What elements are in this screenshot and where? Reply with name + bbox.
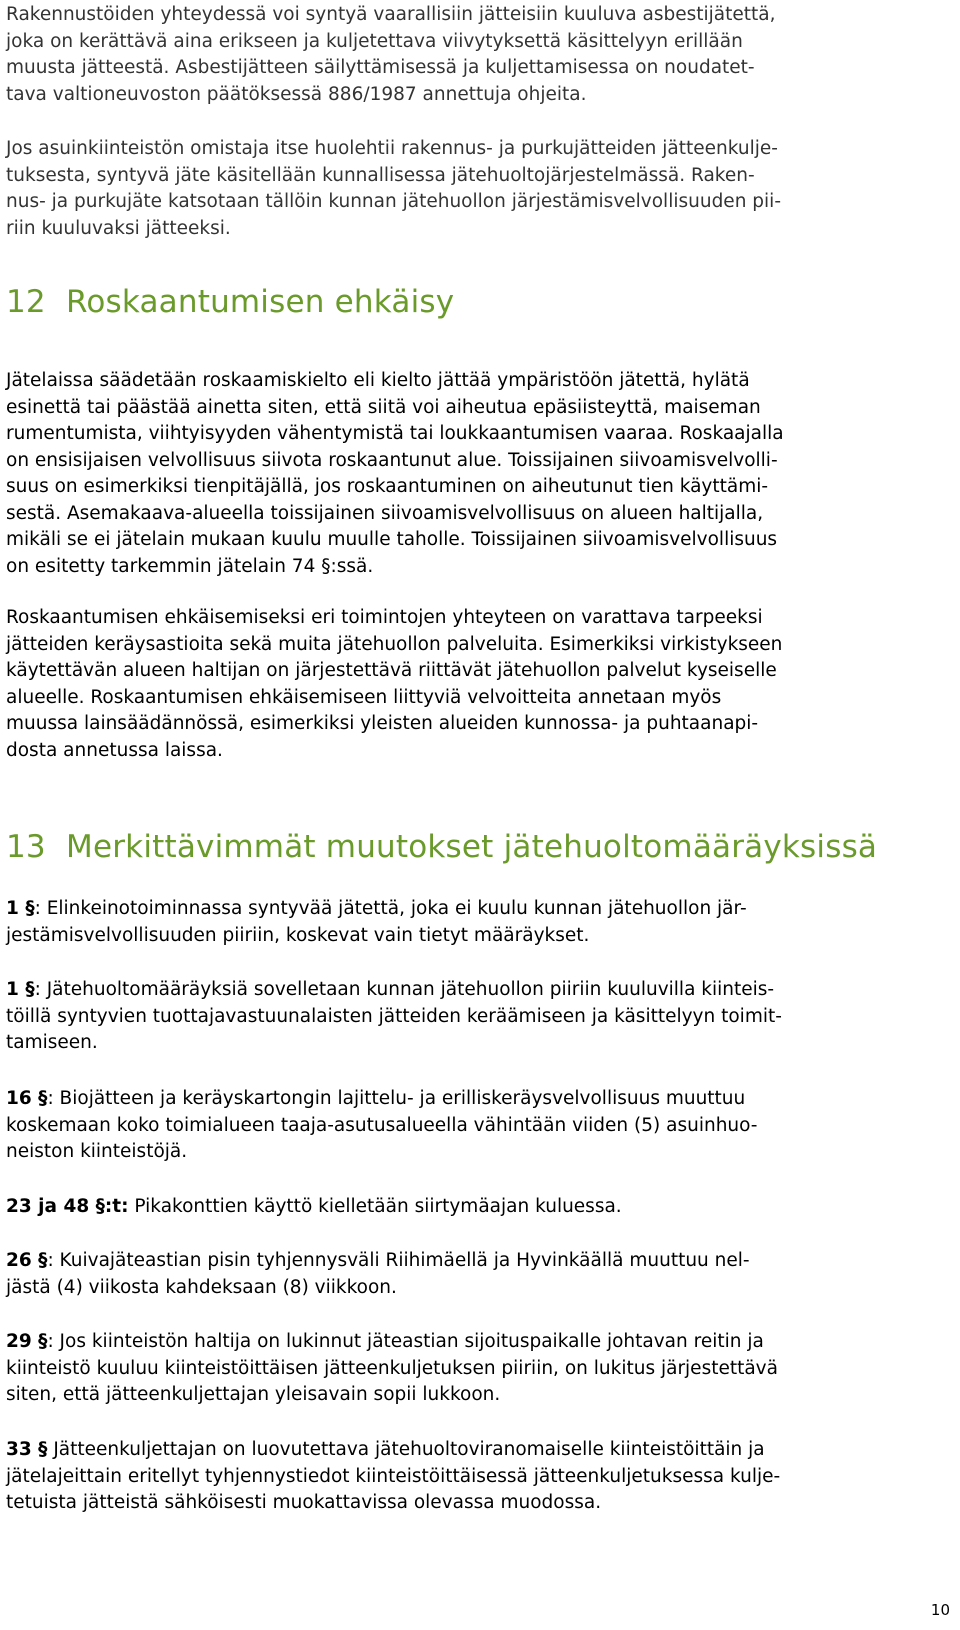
change-item-6 (6, 1329, 778, 1409)
section-number: 13 (6, 829, 46, 865)
change-item-4 (6, 1194, 622, 1221)
page-number: 10 (930, 1601, 950, 1619)
section-ref: 1 § (6, 979, 35, 1000)
text-line: on esitetty tarkemmin jätelain 74 §:ssä. (6, 555, 374, 577)
section-ref: 16 § (6, 1088, 48, 1109)
text-line: käytettävän alueen haltijan on järjestettävä riittävät jätehuollon palvelut kyseiselle (6, 660, 777, 681)
text-line: koskemaan koko toimialueen taaja-asutusalueella vähintään viiden (5) asuinhuo- (6, 1114, 758, 1136)
text-line: on ensisijaisen velvollisuus siivota roskaantunut alue. Toissijainen siivoamisvelvolli- (6, 449, 778, 471)
text-line: esinettä tai päästää ainetta siten, että siitä voi aiheutua epäsiisteyttä, maiseman (6, 396, 761, 418)
text-line: töillä syntyvien tuottajavastuunalaisten jätteiden keräämiseen ja käsittelyyn toimit- (6, 1005, 782, 1027)
text-line: sestä. Asemakaava-alueella toissijainen siivoamisvelvollisuus on alueen haltijalla, (6, 502, 764, 524)
text-line: : Elinkeinotoiminnassa syntyvää jätettä, joka ei kuulu kunnan jätehuollon jär- (34, 898, 747, 919)
intro-paragraph-1 (6, 2, 776, 108)
section-title: Roskaantumisen ehkäisy (66, 284, 455, 320)
text-line: : Jätehuoltomääräyksiä sovelletaan kunnan jätehuollon piiriin kuuluvilla kiinteis- (34, 979, 775, 1000)
text-line: muussa lainsäädännössä, esimerkiksi yleisten alueiden kunnossa- ja puhtaanapi- (6, 713, 759, 734)
text-line: Pikakonttien käyttö kielletään siirtymäajan kuluessa. (128, 1196, 622, 1217)
text-line: tamiseen. (6, 1032, 98, 1053)
intro-paragraph-2 (6, 136, 781, 242)
text-line: tava valtioneuvoston päätöksessä 886/1987 annettuja ohjeita. (6, 83, 587, 105)
section-number: 12 (6, 284, 46, 320)
text-line: jästä (4) viikosta kahdeksaan (8) viikkoon. (6, 1276, 397, 1298)
text-line: : Kuivajäteastian pisin tyhjennysväli Riihimäellä ja Hyvinkäällä muuttuu nel- (47, 1250, 750, 1271)
section-12-paragraph-2 (6, 605, 782, 764)
text-line: : Jos kiinteistön haltija on lukinnut jäteastian sijoituspaikalle johtavan reitin ja (47, 1331, 764, 1352)
text-line: jätelajeittain eritellyt tyhjennystiedot kiinteistöittäisessä jätteenkuljetuksessa kulje- (6, 1465, 781, 1487)
section-12-heading (6, 284, 454, 320)
change-item-1 (6, 896, 747, 949)
text-line: dosta annetussa laissa. (6, 739, 223, 761)
section-13-heading (6, 829, 877, 865)
text-line: tuksesta, syntyvä jäte käsitellään kunnallisessa jätehuoltojärjestelmässä. Raken- (6, 164, 755, 186)
text-line: suus on esimerkiksi tienpitäjällä, jos roskaantuminen on aiheutunut tien käyttämi- (6, 476, 769, 497)
text-line: joka on kerättävä aina erikseen ja kuljetettava viivytyksettä käsittelyyn erillään (6, 30, 743, 52)
text-line: Rakennustöiden yhteydessä voi syntyä vaarallisiin jätteisiin kuuluva asbestijätettä, (6, 4, 776, 25)
text-line: riin kuuluvaksi jätteeksi. (6, 217, 231, 239)
change-item-3 (6, 1086, 757, 1166)
section-ref: 29 § (6, 1331, 48, 1352)
section-ref: 1 § (6, 898, 35, 919)
section-12-paragraph-1 (6, 368, 784, 580)
text-line: Jos asuinkiinteistön omistaja itse huolehtii rakennus- ja purkujätteiden jätteenkulje- (6, 138, 778, 159)
section-ref: 26 § (6, 1250, 48, 1271)
section-ref: 33 § (6, 1439, 48, 1460)
text-line: siten, että jätteenkuljettajan yleisavain sopii lukkoon. (6, 1384, 501, 1405)
text-line: Jätelaissa säädetään roskaamiskielto eli kielto jättää ympäristöön jätettä, hylätä (6, 370, 750, 391)
text-line: muusta jätteestä. Asbestijätteen säilyttämisessä ja kuljettamisessa on noudatet- (6, 57, 755, 78)
text-line: Jätteenkuljettajan on luovutettava jätehuoltoviranomaiselle kiinteistöittäin ja (47, 1439, 765, 1460)
text-line: jätteiden keräysastioita sekä muita jätehuollon palveluita. Esimerkiksi virkistykseen (6, 633, 783, 655)
text-line: alueelle. Roskaantumisen ehkäisemiseen liittyviä velvoitteita annetaan myös (6, 686, 722, 708)
change-item-2 (6, 977, 782, 1057)
text-line: : Biojätteen ja keräyskartongin lajittelu- ja erilliskeräysvelvollisuus muuttuu (47, 1088, 746, 1109)
text-line: tetuista jätteistä sähköisesti muokattavissa olevassa muodossa. (6, 1492, 602, 1513)
text-line: jestämisvelvollisuuden piiriin, koskevat vain tietyt määräykset. (6, 924, 590, 946)
change-item-5 (6, 1248, 750, 1301)
text-line: neiston kiinteistöjä. (6, 1141, 188, 1162)
section-title: Merkittävimmät muutokset jätehuoltomääräyksissä (66, 829, 878, 865)
change-item-7 (6, 1437, 780, 1517)
text-line: mikäli se ei jätelain mukaan kuulu muulle taholle. Toissijainen siivoamisvelvollisuus (6, 529, 778, 550)
section-ref: 23 ja 48 §:t: (6, 1196, 129, 1217)
text-line: kiinteistö kuuluu kiinteistöittäisen jätteenkuljetuksen piiriin, on lukitus järjestettävä (6, 1357, 778, 1379)
text-line: nus- ja purkujäte katsotaan tällöin kunnan jätehuollon järjestämisvelvollisuuden pii- (6, 191, 781, 212)
text-line: rumentumista, viihtyisyyden vähentymistä tai loukkaantumisen vaaraa. Roskaajalla (6, 423, 784, 444)
text-line: Roskaantumisen ehkäisemiseksi eri toimintojen yhteyteen on varattava tarpeeksi (6, 607, 763, 628)
